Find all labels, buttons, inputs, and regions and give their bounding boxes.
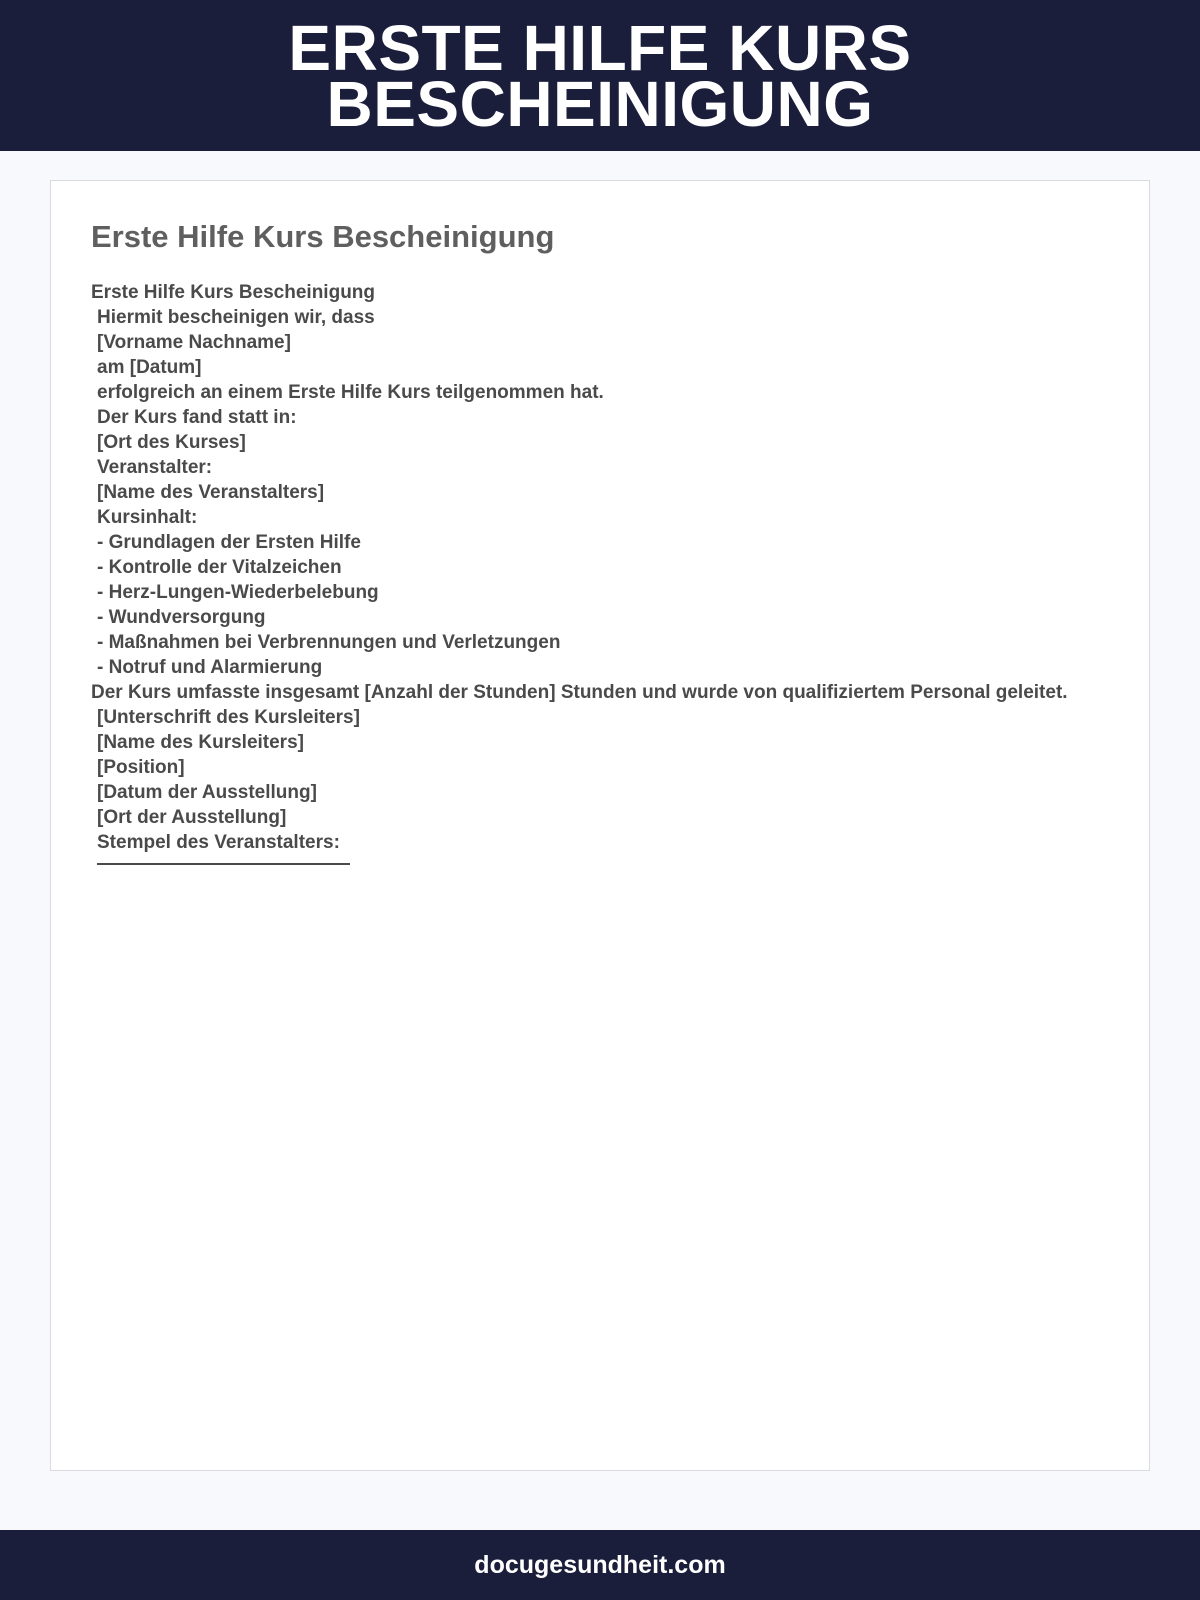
document-line-instructor-signature: [Unterschrift des Kursleiters] <box>97 707 360 728</box>
document-line-date: am [Datum] <box>97 357 202 378</box>
document-line-organizer: [Name des Veranstalters] <box>97 482 325 503</box>
document-line-content-label: Kursinhalt: <box>97 507 198 528</box>
footer-site-name: docugesundheit.com <box>474 1550 726 1579</box>
document-line-participant-name: [Vorname Nachname] <box>97 332 291 353</box>
course-content-item: - Kontrolle der Vitalzeichen <box>97 557 342 578</box>
document-line-location-label: Der Kurs fand statt in: <box>97 407 297 428</box>
course-content-item: - Maßnahmen bei Verbrennungen und Verletzungen <box>97 632 561 653</box>
document-line-title: Erste Hilfe Kurs Bescheinigung <box>91 282 376 303</box>
course-content-item: - Wundversorgung <box>97 607 266 628</box>
document-line-organizer-label: Veranstalter: <box>97 457 213 478</box>
document-line-duration: Der Kurs umfasste insgesamt [Anzahl der Stunden] Stunden und wurde von qualifiziertem Personal geleitet. <box>91 682 1068 703</box>
course-content-item: - Notruf und Alarmierung <box>97 657 323 678</box>
document-line-issue-date: [Datum der Ausstellung] <box>97 782 317 803</box>
course-content-item: - Grundlagen der Ersten Hilfe <box>97 532 361 553</box>
document-line-intro: Hiermit bescheinigen wir, dass <box>97 307 375 328</box>
banner-title: ERSTE HILFE KURS BESCHEINIGUNG <box>288 11 912 140</box>
document-heading: Erste Hilfe Kurs Bescheinigung <box>91 219 555 254</box>
document-line-completion: erfolgreich an einem Erste Hilfe Kurs teilgenommen hat. <box>97 382 604 403</box>
document-body <box>91 280 1091 865</box>
document-card <box>50 180 1150 1471</box>
course-content-item: - Herz-Lungen-Wiederbelebung <box>97 582 379 603</box>
document-line-instructor-name: [Name des Kursleiters] <box>97 732 304 753</box>
header-banner <box>0 0 1200 151</box>
document-line-location: [Ort des Kurses] <box>97 432 246 453</box>
document-line-position: [Position] <box>97 757 185 778</box>
document-line-issue-place: [Ort der Ausstellung] <box>97 807 287 828</box>
stamp-signature-line <box>97 863 350 865</box>
document-line-stamp-label: Stempel des Veranstalters: <box>97 832 340 853</box>
footer-banner <box>0 1530 1200 1600</box>
